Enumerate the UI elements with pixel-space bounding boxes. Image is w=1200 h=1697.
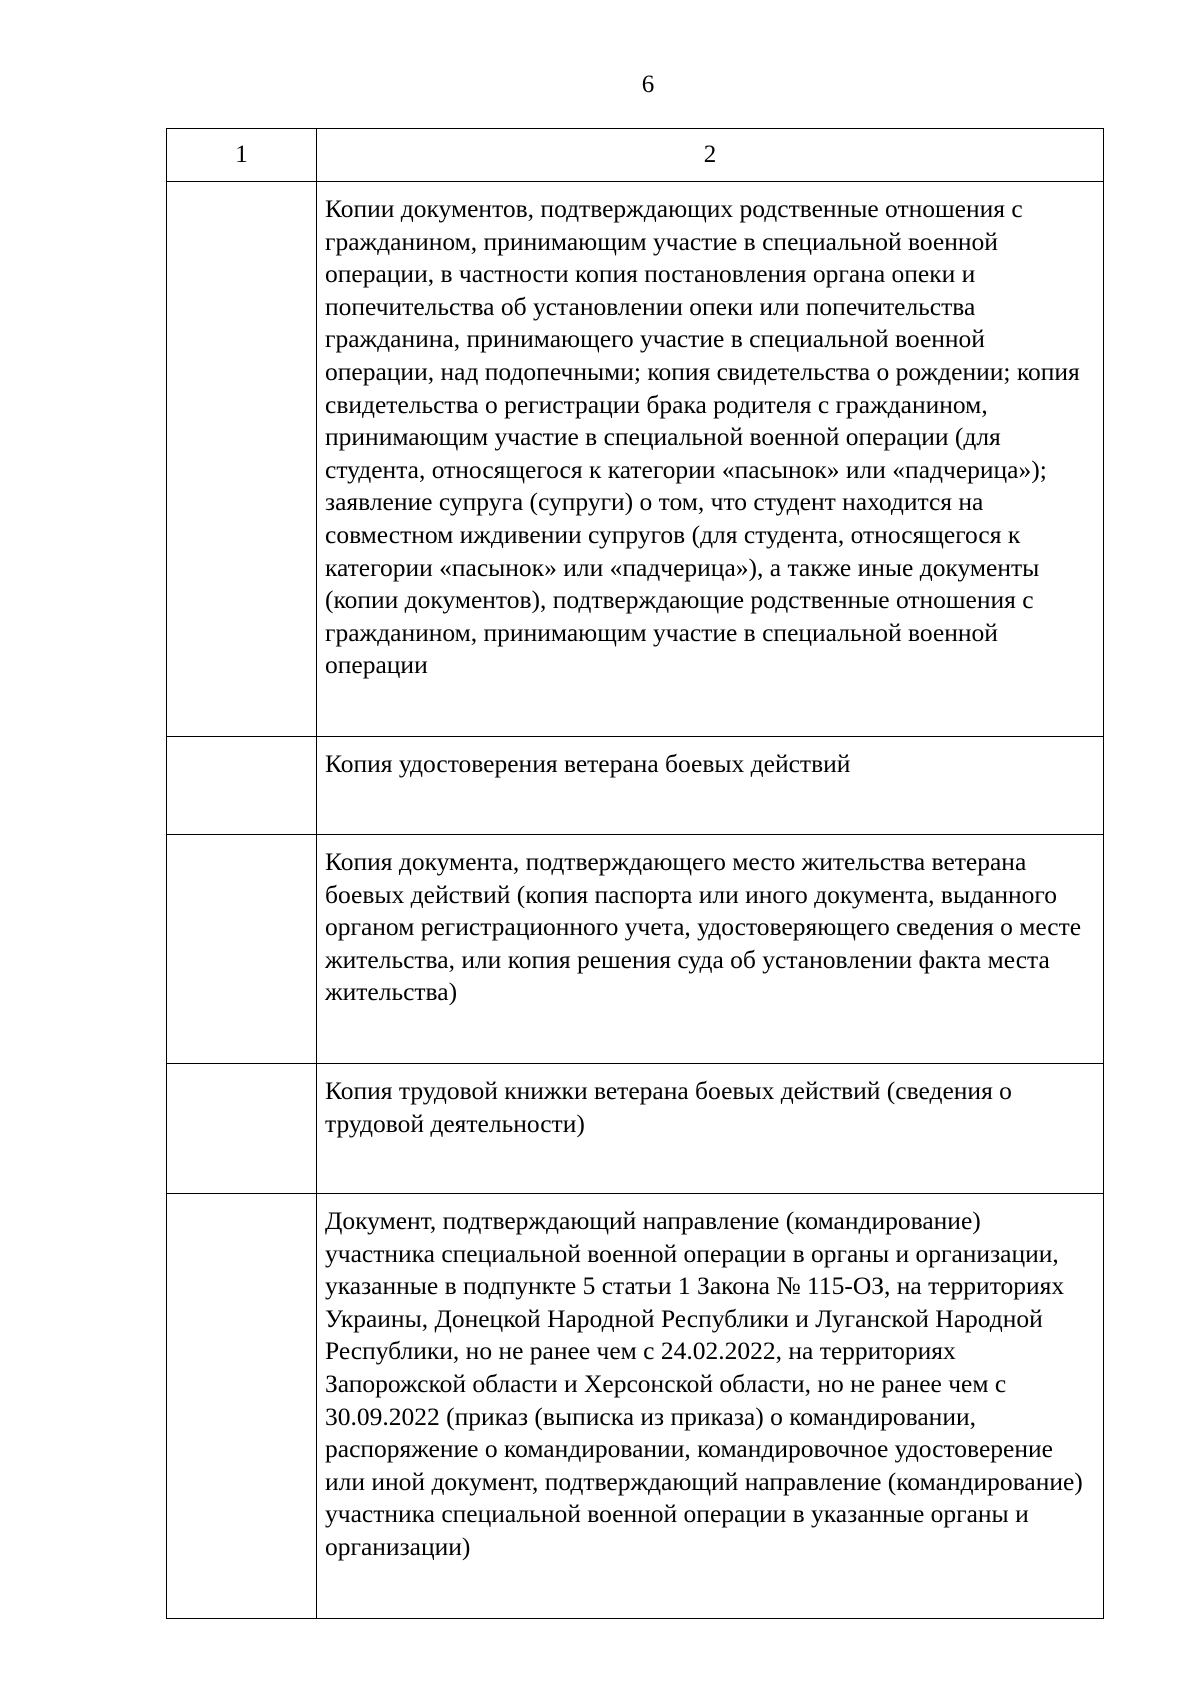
table-cell-col2: Копия удостоверения ветерана боевых действий: [317, 737, 1104, 835]
table-cell-col1: [167, 1064, 317, 1194]
table-cell-col2: Копия документа, подтверждающего место жительства ветерана боевых действий (копия паспорта или иного документа, выданного органом регистрационного учета, удостоверяющего сведения о месте жительства, или копия решения суда об установлении факта места жительства): [317, 835, 1104, 1064]
table-row: [167, 1064, 1104, 1194]
table-row: [167, 1194, 1104, 1619]
documents-table: [166, 128, 1104, 1619]
table-cell-col1: [167, 835, 317, 1064]
table-cell-col1: [167, 182, 317, 737]
column-header-2: 2: [317, 129, 1104, 182]
table-row: [167, 182, 1104, 737]
table-header-row: [167, 129, 1104, 182]
table-row: [167, 835, 1104, 1064]
table-cell-col2: Документ, подтверждающий направление (командирование) участника специальной военной операции в органы и организации, указанные в подпункте 5 статьи 1 Закона № 115-ОЗ, на территориях Украины, Донецкой Народной Республики и Луганской Народной Республики, но не ранее чем с 24.02.2022, на территориях Запорожской области и Херсонской области, но не ранее чем с 30.09.2022 (приказ (выписка из приказа) о командировании, распоряжение о командировании, командировочное удостоверение или иной документ, подтверждающий направление (командирование) участника специальной военной операции в указанные органы и организации): [317, 1194, 1104, 1619]
table-cell-col2: Копия трудовой книжки ветерана боевых действий (сведения о трудовой деятельности): [317, 1064, 1104, 1194]
table-cell-col1: [167, 737, 317, 835]
page-number: 6: [641, 71, 655, 98]
table-cell-col1: [167, 1194, 317, 1619]
table-row: [167, 737, 1104, 835]
table-cell-col2: Копии документов, подтверждающих родственные отношения с гражданином, принимающим участие в специальной военной операции, в частности копия постановления органа опеки и попечительства об установлении опеки или попечительства гражданина, принимающего участие в специальной военной операции, над подопечными; копия свидетельства о рождении; копия свидетельства о регистрации брака родителя с гражданином, принимающим участие в специальной военной операции (для студента, относящегося к категории «пасынок» или «падчерица»); заявление супруга (супруги) о том, что студент находится на совместном иждивении супругов (для студента, относящегося к категории «пасынок» или «падчерица»), а также иные документы (копии документов), подтверждающие родственные отношения с гражданином, принимающим участие в специальной военной операции: [317, 182, 1104, 737]
column-header-1: 1: [167, 129, 317, 182]
